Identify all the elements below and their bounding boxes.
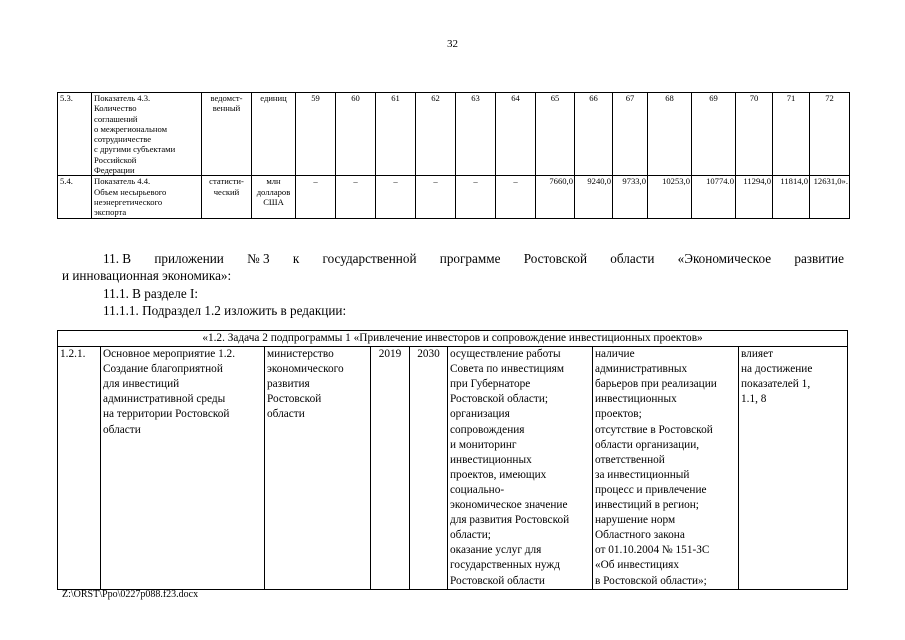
indicator-value: 64 [496,93,536,176]
measures-table [57,330,848,590]
indicator-unit: единиц [252,93,296,176]
indicator-value: 9733,0 [613,176,648,218]
paragraph-word: 11. В [103,251,132,266]
paragraph-11-line-2: и инновационная экономика»: [62,268,232,283]
paragraph-word: развитие [794,251,844,266]
indicator-value: 9240,0 [575,176,613,218]
measure-number: 1.2.1. [58,347,101,590]
indicator-value: 7660,0 [536,176,575,218]
indicator-value: – [376,176,416,218]
indicator-name: Показатель 4.3. Количество соглашений о межрегиональном сотрудничестве с другими субъектами Российской Федерации [92,93,202,176]
paragraph-11-1-1: 11.1.1. Подраздел 1.2 изложить в редакции: [103,303,347,318]
paragraph-11-line-1 [103,250,844,267]
measure-risks: наличие административных барьеров при реализации инвестиционных проектов; отсутствие в Ростовской области организации, ответственной за инвестиционный процесс и привлечение инвестиций в регион; нарушение норм Областного закона от 01.10.2004 № 151-ЗС «Об инвестициях в Ростовской области»; [593,347,739,590]
indicator-value: 69 [692,93,736,176]
indicator-value: 70 [736,93,773,176]
page-number: 32 [447,38,458,50]
indicator-value: 11294,0 [736,176,773,218]
paragraph-word: программе [439,251,501,266]
indicator-number: 5.4. [58,176,92,218]
indicator-value: – [456,176,496,218]
paragraph-word: № 3 [247,251,270,266]
measure-result: осуществление работы Совета по инвестициям при Губернаторе Ростовской области; организация сопровождения и мониторинг инвестиционных проектов, имеющих социально- экономическое значение для развития Ростовской области; оказание услуг для государственных нужд Ростовской области [448,347,593,590]
indicator-value: – [296,176,336,218]
measure-name: Основное мероприятие 1.2. Создание благоприятной для инвестиций административной среды на территории Ростовской области [101,347,265,590]
paragraph-word: «Экономическое [677,251,772,266]
indicators-table [57,92,850,219]
indicator-value: 65 [536,93,575,176]
footer-file-path: Z:\ORST\Ppo\0227p088.f23.docx [62,589,199,600]
table-row [58,176,850,218]
indicator-value: 12631,0». [810,176,850,218]
paragraph-word: к [292,251,300,266]
table-row [58,347,848,590]
indicator-value: 63 [456,93,496,176]
indicator-unit: млн долларов США [252,176,296,218]
indicator-number: 5.3. [58,93,92,176]
measure-impact: влияет на достижение показателей 1, 1.1, 8 [739,347,848,590]
measures-table-header: «1.2. Задача 2 подпрограммы 1 «Привлечение инвесторов и сопровождение инвестиционных проектов» [58,331,848,347]
indicator-value: 10253,0 [648,176,692,218]
paragraph-word: области [610,251,655,266]
indicator-value: – [416,176,456,218]
indicator-type: ведомст- венный [202,93,252,176]
indicator-value: 59 [296,93,336,176]
indicator-value: 72 [810,93,850,176]
indicator-type: статисти- ческий [202,176,252,218]
indicator-value: 60 [336,93,376,176]
measure-start-year: 2019 [371,347,410,590]
indicator-value: 10774.0 [692,176,736,218]
indicator-name: Показатель 4.4. Объем несырьевого неэнергетического экспорта [92,176,202,218]
paragraph-word: приложении [154,251,224,266]
paragraph-word: государственной [322,251,417,266]
indicator-value: 68 [648,93,692,176]
indicator-value: 11814,0 [773,176,810,218]
indicator-value: 61 [376,93,416,176]
indicator-value: 71 [773,93,810,176]
paragraph-word: Ростовской [523,251,588,266]
indicator-value: – [496,176,536,218]
measure-executor: министерство экономического развития Ростовской области [265,347,371,590]
indicator-value: 66 [575,93,613,176]
paragraph-11-1: 11.1. В разделе I: [103,286,199,301]
table-row [58,93,850,176]
indicator-value: 67 [613,93,648,176]
measure-end-year: 2030 [410,347,448,590]
indicator-value: – [336,176,376,218]
indicator-value: 62 [416,93,456,176]
